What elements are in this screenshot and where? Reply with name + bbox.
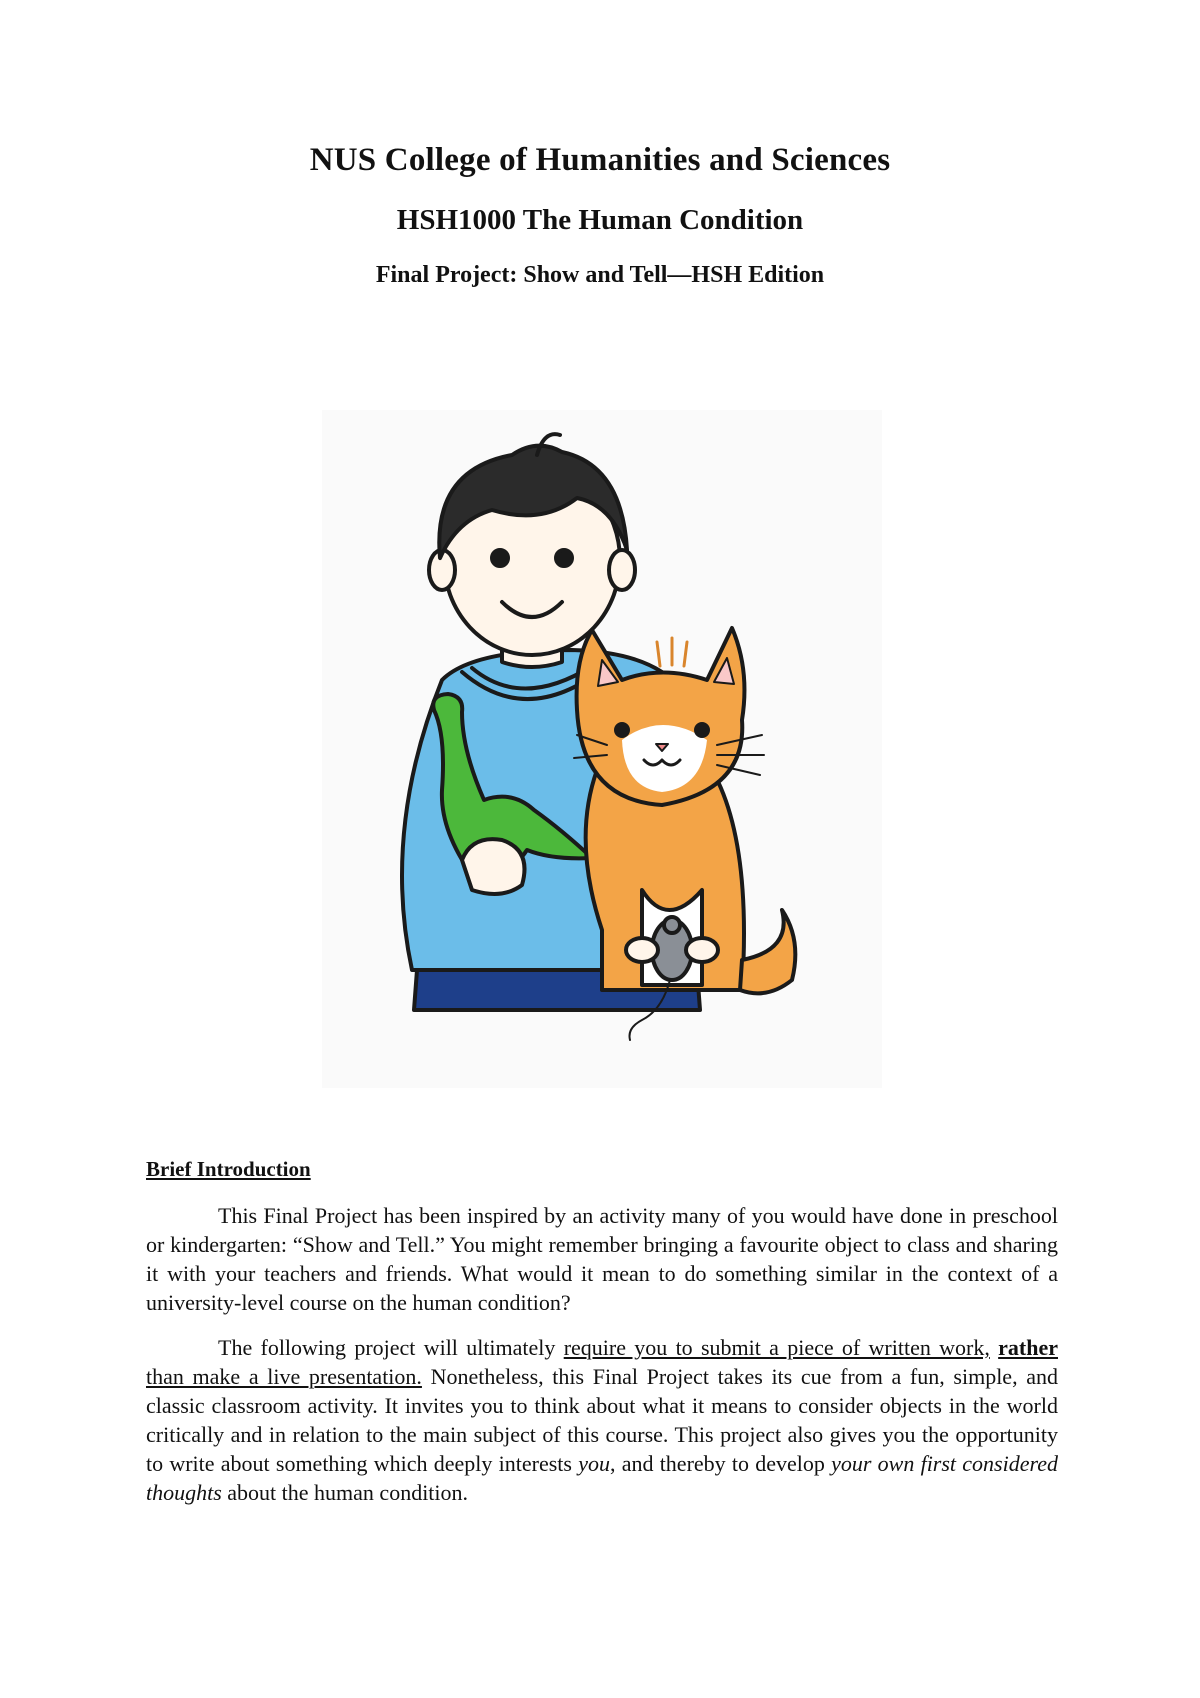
p2-text-1: The following project will ultimately <box>218 1335 564 1360</box>
college-title: NUS College of Humanities and Sciences <box>309 142 891 178</box>
p2-text-2: Nonetheless, this Final Project takes its cue from a fun, simple, and classic classroom activity. It invites you to think about what it means to consider objects in the world critically and in relation to the main subject of this course. This project also gives you the opportunity to write about something which deeply interests <box>146 1364 1058 1476</box>
intro-paragraph-2 <box>146 1333 1058 1507</box>
project-title: Final Project: Show and Tell—HSH Edition <box>375 262 825 288</box>
p2-italic-thoughts: your own first considered thoughts <box>146 1451 1058 1505</box>
section-heading-brief-introduction: Brief Introduction <box>146 1157 311 1181</box>
boy-with-dinosaur-and-cat-illustration <box>322 410 882 1088</box>
p2-bold-rather: rather <box>998 1335 1058 1360</box>
p2-underlined-presentation: than make a live presentation. <box>146 1364 422 1389</box>
p2-text-3: , and thereby to develop <box>609 1451 832 1476</box>
p2-italic-you: you <box>578 1451 610 1476</box>
course-title: HSH1000 The Human Condition <box>396 204 804 236</box>
p2-underlined-requirement: require you to submit a piece of written work, <box>563 1335 990 1360</box>
p2-text-4: about the human condition. <box>221 1480 469 1505</box>
intro-paragraph-1: This Final Project has been inspired by an activity many of you would have done in preschool or kindergarten: “Show and Tell.” You might remember bringing a favourite object to class and sharing it with your teachers and friends. What would it mean to do something similar in the context of a university-level course on the human condition? <box>146 1203 1058 1315</box>
